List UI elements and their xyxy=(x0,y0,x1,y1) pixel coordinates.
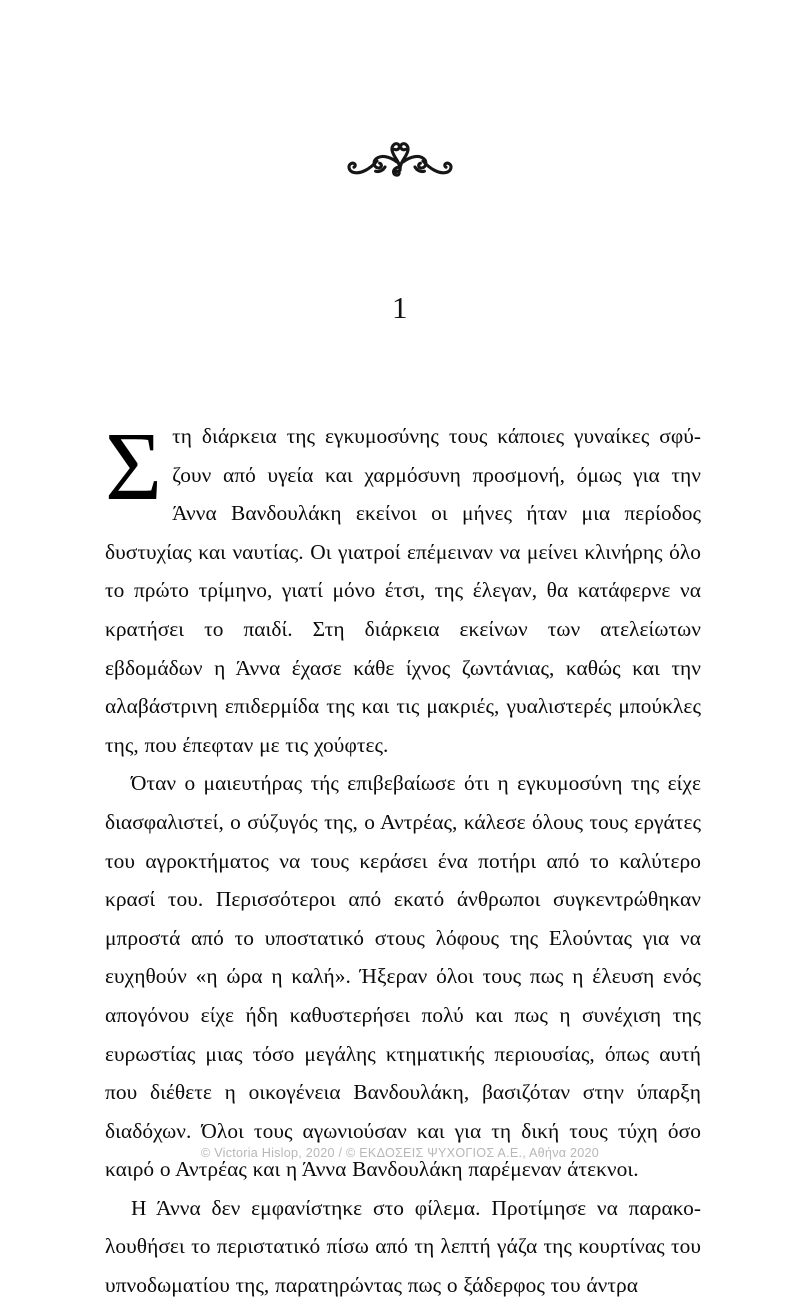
chapter-number: 1 xyxy=(392,290,408,325)
paragraph-1-text: τη διάρκεια της εγκυμοσύνης τους κάποιες γυναίκες σφύζουν από υγεία και χαρμόσυνη προσμονή, όμως για την Άννα Βανδουλάκη εκείνοι οι μήνες ήταν μια περίοδος δυστυχίας και ναυτίας. Οι γιατροί επέμειναν να μείνει κλινήρης όλο το πρώτο τρίμηνο, γιατί μόνο έτσι, της έλεγαν, θα κατάφερνε να κρατήσει το παιδί. Στη διάρκεια εκείνων των ατελείωτων εβδομάδων η Άννα έχασε κάθε ίχνος ζωντάνιας, καθώς και την αλαβάστρινη επιδερμίδα της και τις μακριές, γυαλιστερές μπούκλες της, που έπεφταν με τις χούφτες. xyxy=(105,424,701,757)
paragraph-2: Όταν ο μαιευτήρας τής επιβεβαίωσε ότι η εγκυμοσύνη της είχε διασφαλιστεί, ο σύζυγός της, ο Αντρέας, κάλεσε όλους τους εργάτες του αγροκτήματος να τους κεράσει ένα ποτήρι από το καλύτερο κρασί του. Περισσότεροι από εκατό άνθρωποι συγκεντρώθηκαν μπροστά από το υποστατικό στους λόφους της Ελούντας για να ευχηθούν «η ώρα η καλή». Ήξεραν όλοι τους πως η έλευση ενός απογόνου είχε ήδη καθυστερήσει πολύ και πως η συνέχιση της ευρωστίας μιας τόσο μεγάλης κτηματικής περιουσίας, όπως αυτή που διέθετε η οικογένεια Βανδουλάκη, βασιζόταν στην ύπαρξη διαδόχων. Όλοι τους αγωνιούσαν και για τη δική τους τύχη όσο καιρό ο Αντρέας και η Άννα Βανδουλάκη παρέμεναν άτεκνοι. xyxy=(105,771,701,1182)
copyright-footer: © Victoria Hislop, 2020 / © ΕΚΔΟΣΕΙΣ ΨΥΧΟΓΙΟΣ Α.Ε., Αθήνα 2020 xyxy=(200,1146,600,1160)
decorative-flourish-icon xyxy=(341,137,459,181)
body-text xyxy=(105,413,701,1305)
chapter-ornament xyxy=(0,128,800,190)
drop-cap: Σ xyxy=(105,413,163,521)
paragraph-3: Η Άννα δεν εμφανίστηκε στο φίλεμα. Προτίμησε να παρακολουθήσει το περιστατικό πίσω από τη λεπτή γάζα της κουρτίνας του υπνοδωματίου της, παρατηρώντας πως ο ξάδερφος του άντρα xyxy=(105,1195,701,1298)
paragraph-1 xyxy=(105,413,701,764)
